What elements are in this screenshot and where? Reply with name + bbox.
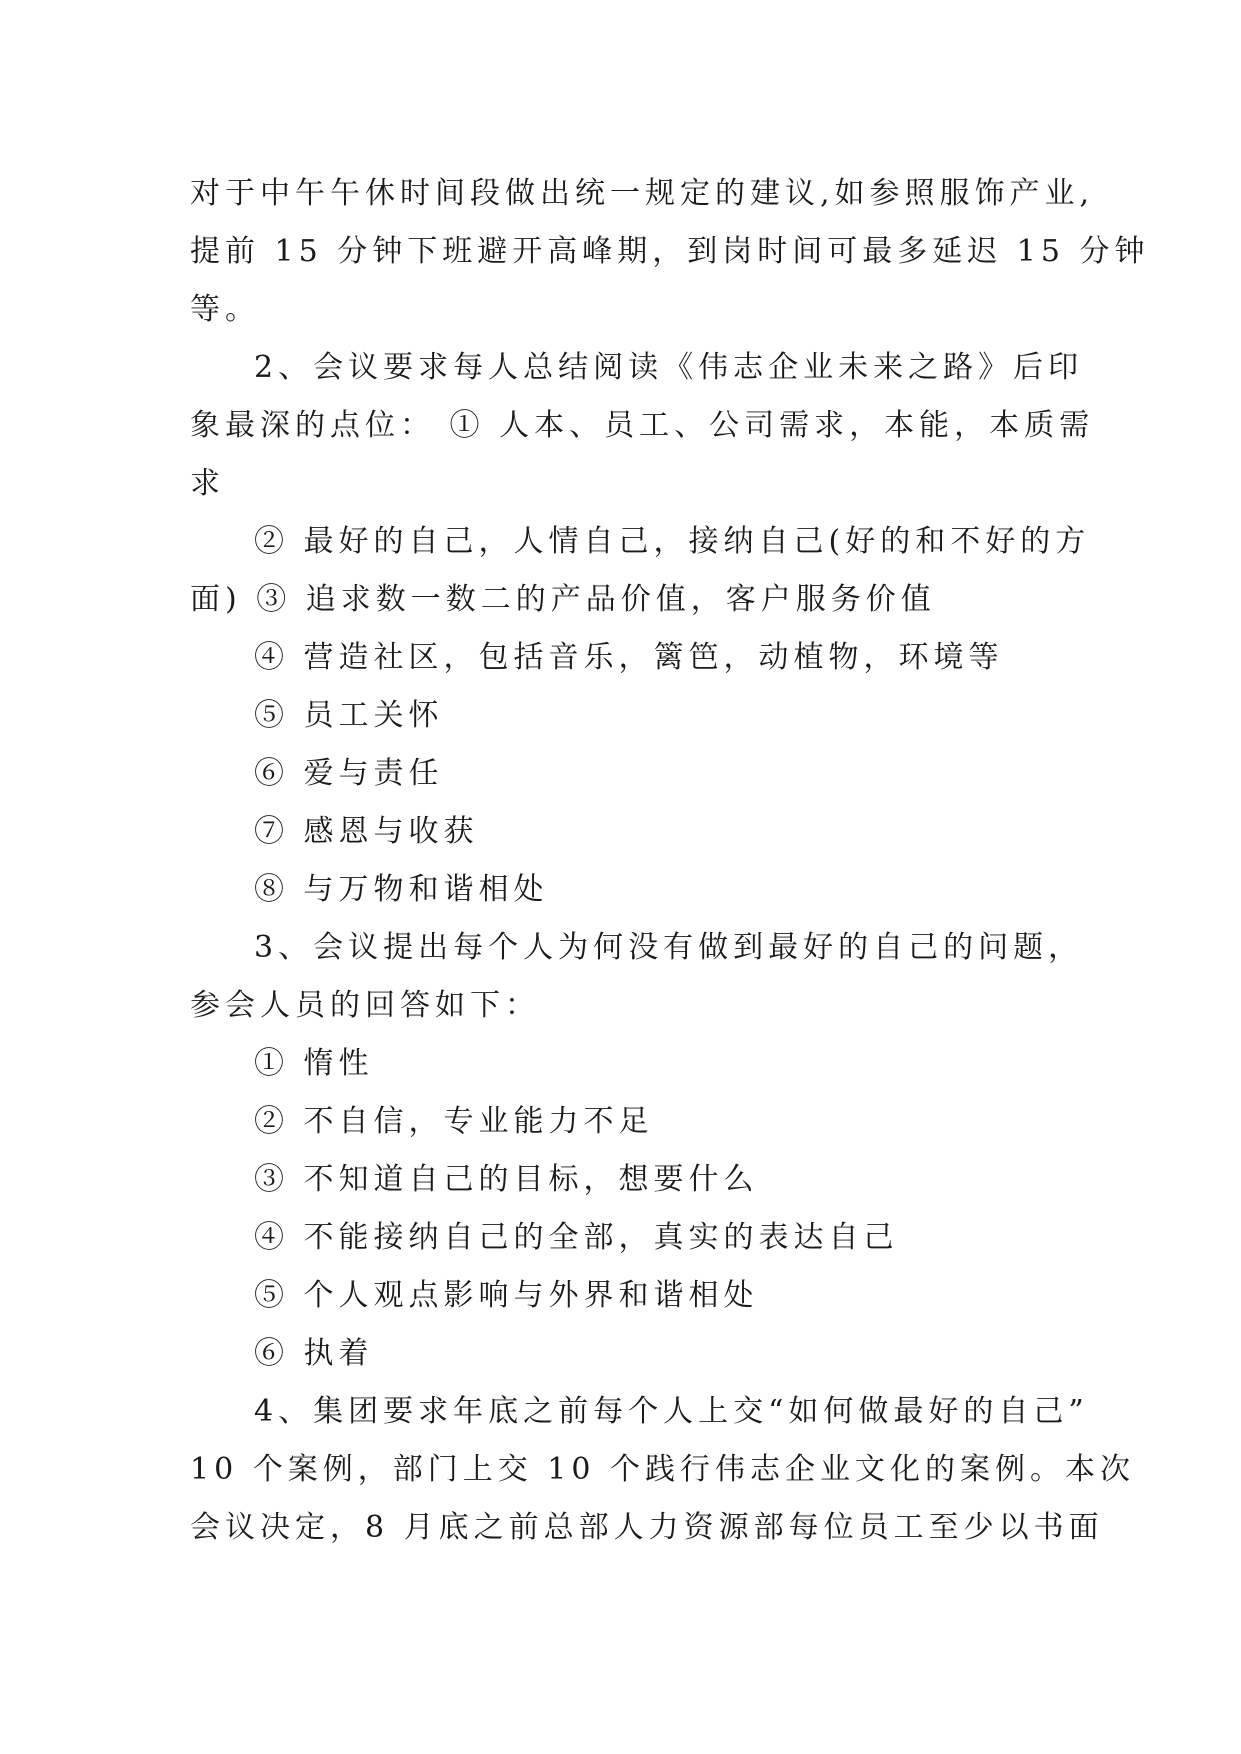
- text-line: ⑥ 爱与责任: [254, 756, 444, 791]
- text-line: 3、会议提出每个人为何没有做到最好的自己的问题，: [254, 930, 1084, 965]
- text-line: 提前 15 分钟下班避开高峰期，到岗时间可最多延迟 15 分钟: [190, 234, 1150, 269]
- text-line: 2、会议要求每人总结阅读《伟志企业未来之路》后印: [254, 350, 1084, 385]
- text-line: ① 惰性: [254, 1046, 374, 1081]
- text-line: ⑧ 与万物和谐相处: [254, 872, 549, 907]
- text-line: ② 不自信，专业能力不足: [254, 1104, 654, 1139]
- text-line: ⑤ 员工关怀: [254, 698, 444, 733]
- text-line: 求: [190, 466, 225, 501]
- text-line: 对于中午午休时间段做出统一规定的建议,如参照服饰产业,: [190, 176, 1095, 211]
- text-line: 会议决定，8 月底之前总部人力资源部每位员工至少以书面: [190, 1510, 1104, 1545]
- text-line: ④ 营造社区，包括音乐，篱笆，动植物，环境等: [254, 640, 1004, 675]
- text-line: 10 个案例，部门上交 10 个践行伟志企业文化的案例。本次: [190, 1452, 1135, 1487]
- text-line: 等。: [190, 292, 260, 327]
- text-line: ⑦ 感恩与收获: [254, 814, 479, 849]
- text-line: ④ 不能接纳自己的全部，真实的表达自己: [254, 1220, 899, 1255]
- text-line: ② 最好的自己，人情自己，接纳自己(好的和不好的方: [254, 524, 1091, 559]
- text-line: ⑥ 执着: [254, 1336, 374, 1371]
- text-line: 参会人员的回答如下：: [190, 988, 540, 1023]
- text-line: ⑤ 个人观点影响与外界和谐相处: [254, 1278, 759, 1313]
- text-line: 面) ③ 追求数一数二的产品价值，客户服务价值: [190, 582, 936, 617]
- text-line: ③ 不知道自己的目标，想要什么: [254, 1162, 759, 1197]
- text-line: 象最深的点位： ① 人本、员工、公司需求，本能，本质需: [190, 408, 1095, 443]
- document-body: [190, 165, 1150, 1557]
- text-line: 4、集团要求年底之前每个人上交“如何做最好的自己”: [254, 1394, 1089, 1429]
